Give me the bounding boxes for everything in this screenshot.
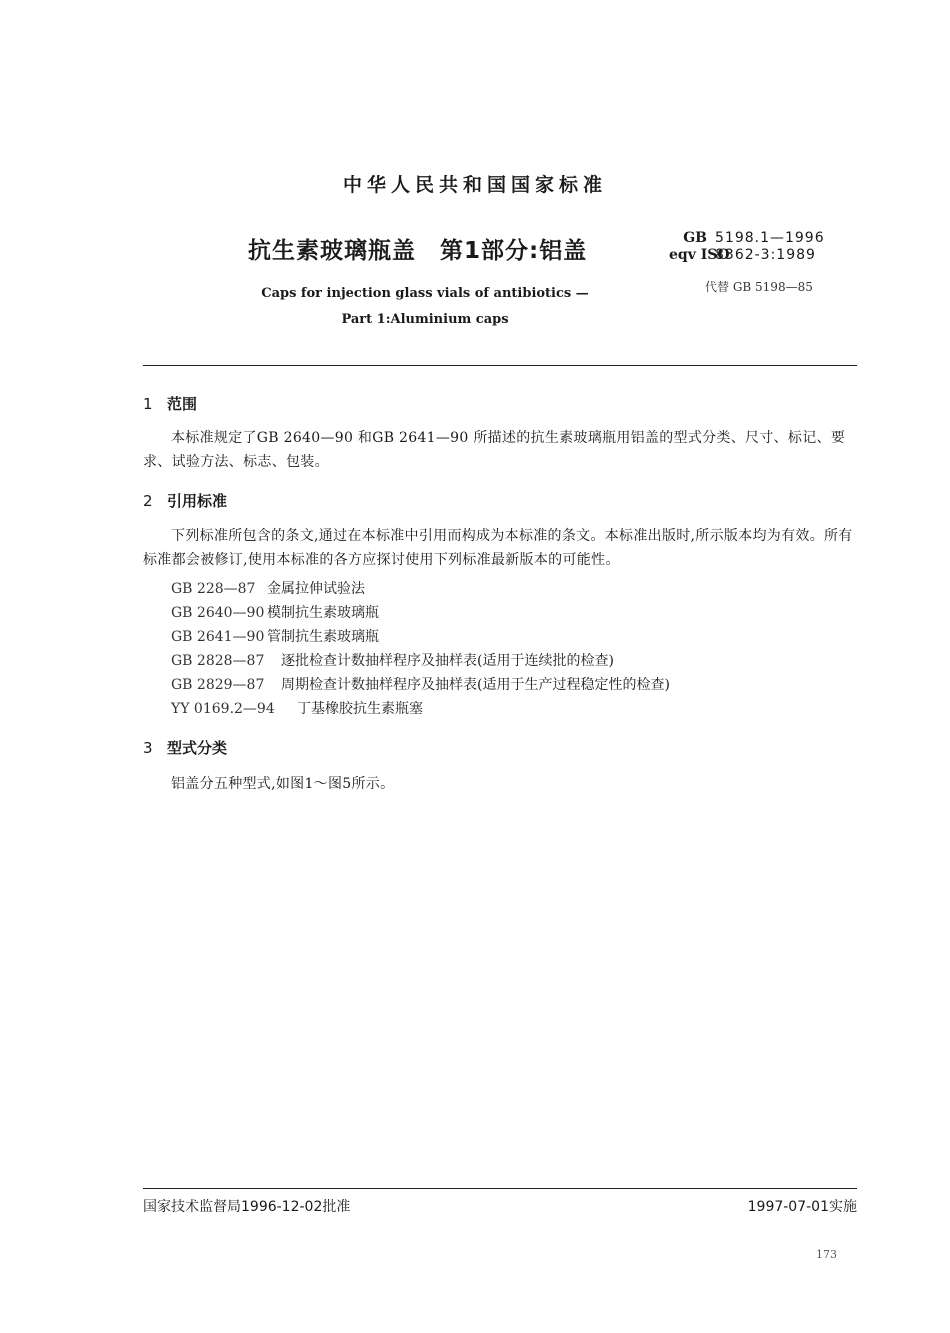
section-title: 范围 bbox=[167, 395, 198, 413]
section-number: 2 bbox=[143, 492, 153, 510]
reference-item bbox=[171, 673, 670, 697]
section-3-paragraph: 铝盖分五种型式,如图1～图5所示。 bbox=[171, 776, 395, 792]
english-title bbox=[230, 281, 620, 333]
gb-number-row bbox=[669, 230, 825, 247]
national-standard-title: 中华人民共和国国家标准 bbox=[342, 174, 607, 196]
footer-divider bbox=[143, 1188, 857, 1189]
standard-number-block bbox=[669, 230, 825, 264]
reference-item bbox=[171, 577, 670, 601]
reference-item bbox=[171, 697, 670, 721]
section-2-heading bbox=[143, 490, 227, 511]
english-title-line-1: Caps for injection glass vials of antibiotics — bbox=[261, 286, 589, 301]
gb-label: GB bbox=[683, 230, 707, 246]
reference-code: GB 228—87 bbox=[171, 581, 256, 597]
reference-code: GB 2829—87 bbox=[171, 677, 265, 693]
reference-code: GB 2828—87 bbox=[171, 653, 265, 669]
section-title: 引用标准 bbox=[167, 492, 228, 510]
reference-title: 金属拉伸试验法 bbox=[267, 581, 365, 597]
reference-title: 丁基橡胶抗生素瓶塞 bbox=[297, 701, 423, 717]
reference-title: 模制抗生素玻璃瓶 bbox=[267, 605, 379, 621]
section-1-heading bbox=[143, 393, 197, 414]
reference-title: 周期检查计数抽样程序及抽样表(适用于生产过程稳定性的检查) bbox=[281, 677, 670, 693]
iso-label: eqv ISO bbox=[669, 247, 730, 263]
iso-number: 8362-3:1989 bbox=[715, 247, 816, 263]
reference-item bbox=[171, 649, 670, 673]
english-title-line-2: Part 1:Aluminium caps bbox=[341, 312, 509, 327]
document-title: 抗生素玻璃瓶盖 第1部分:铝盖 bbox=[248, 238, 588, 264]
reference-list bbox=[171, 577, 670, 721]
reference-code: YY 0169.2—94 bbox=[171, 701, 275, 717]
reference-item bbox=[171, 625, 670, 649]
implementation-date: 1997-07-01实施 bbox=[747, 1199, 857, 1215]
section-3-heading bbox=[143, 737, 227, 758]
reference-title: 管制抗生素玻璃瓶 bbox=[267, 629, 379, 645]
section-number: 3 bbox=[143, 739, 153, 757]
section-1-paragraph: 本标准规定了GB 2640—90 和GB 2641—90 所描述的抗生素玻璃瓶用铝盖的型式分类、尺寸、标记、要求、试验方法、标志、包装。 bbox=[143, 430, 846, 470]
reference-item bbox=[171, 601, 670, 625]
section-title: 型式分类 bbox=[167, 739, 228, 757]
page-number: 173 bbox=[816, 1248, 837, 1261]
approval-date: 国家技术监督局1996-12-02批准 bbox=[143, 1199, 351, 1215]
section-number: 1 bbox=[143, 395, 153, 413]
reference-code: GB 2640—90 bbox=[171, 605, 265, 621]
replaces-note: 代替 GB 5198—85 bbox=[705, 280, 813, 294]
iso-number-row bbox=[669, 247, 825, 264]
reference-title: 逐批检查计数抽样程序及抽样表(适用于连续批的检查) bbox=[281, 653, 614, 669]
section-2-paragraph: 下列标准所包含的条文,通过在本标准中引用而构成为本标准的条文。本标准出版时,所示版本均为有效。所有标准都会被修订,使用本标准的各方应探讨使用下列标准最新版本的可能性。 bbox=[143, 528, 853, 568]
header-divider bbox=[143, 365, 857, 366]
gb-number: 5198.1—1996 bbox=[715, 230, 825, 246]
reference-code: GB 2641—90 bbox=[171, 629, 265, 645]
